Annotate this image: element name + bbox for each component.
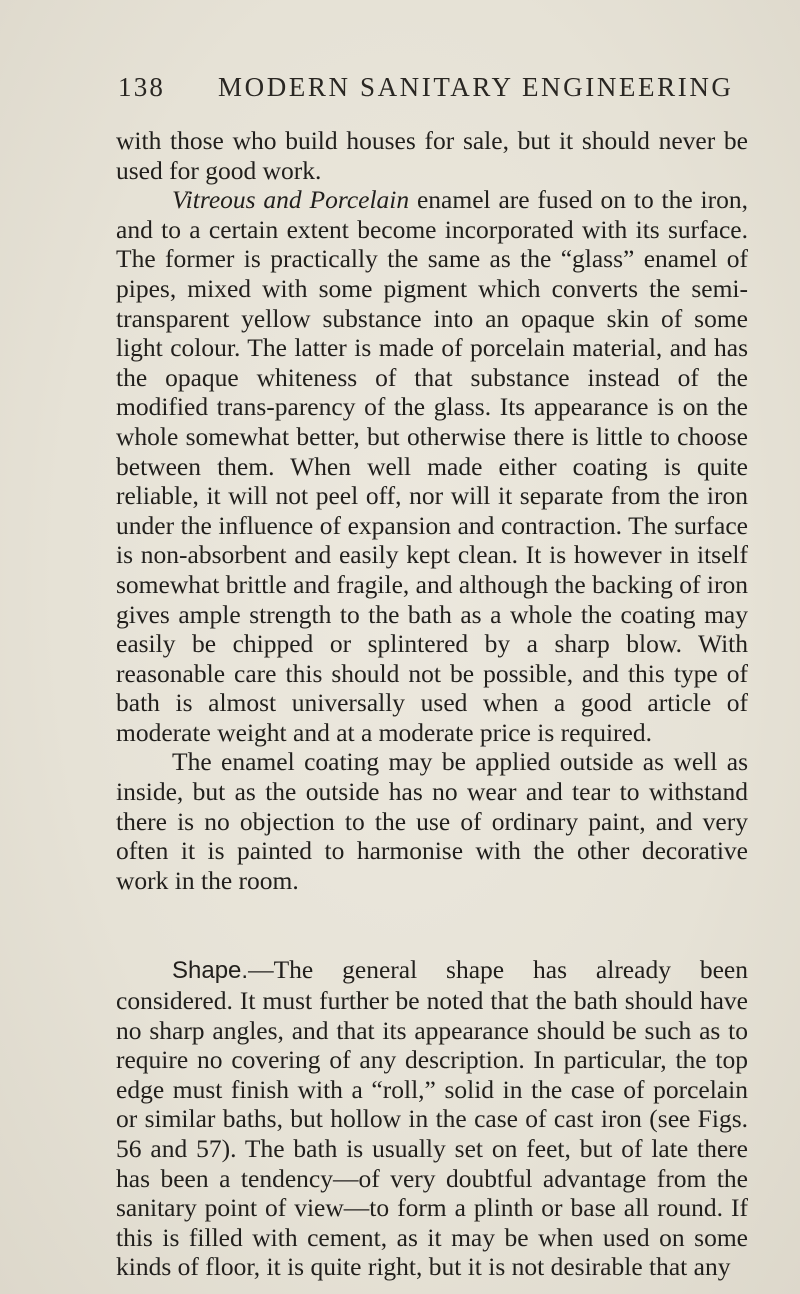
paragraph-3-text: The enamel coating may be applied outside as well as inside, but as the outside has no wear and tear to withstand there is no objection to the use of ordinary paint, and very often it is painted to harmonise with the other decorative work in the room. bbox=[116, 747, 748, 895]
paragraph-3 bbox=[116, 747, 748, 895]
paragraph-2-text: enamel are fused on to the iron, and to a certain extent become incorporated with its surface. The former is practically the same as the “glass” enamel of pipes, mixed with some pigment which converts the semi-transparent yellow substance into an opaque skin of some light colour. The latter is made of porcelain material, and has the opaque whiteness of that substance instead of the modified trans-parency of the glass. Its appearance is on the whole somewhat better, but otherwise there is little to choose between them. When well made either coating is quite reliable, it will not peel off, nor will it separate from the iron under the influence of expansion and contraction. The surface is non-absorbent and easily kept clean. It is however in itself somewhat brittle and fragile, and although the backing of iron gives ample strength to the bath as a whole the coating may easily be chipped or splintered by a sharp blow. With reasonable care this should not be possible, and this type of bath is almost universally used when a good article of moderate weight and at a moderate price is required. bbox=[116, 185, 748, 747]
section-spacer bbox=[116, 895, 748, 955]
paragraph-1 bbox=[116, 126, 748, 185]
paragraph-2 bbox=[116, 185, 748, 747]
running-title: MODERN SANITARY ENGINEERING bbox=[218, 72, 734, 102]
paragraph-2-italic-lead: Vitreous and Porcelain bbox=[172, 185, 410, 215]
paragraph-4 bbox=[116, 955, 748, 1282]
paragraph-1-text: with those who build houses for sale, but it should never be used for good work. bbox=[116, 126, 748, 185]
body-text bbox=[116, 126, 748, 1282]
page-header bbox=[118, 72, 734, 112]
page-number: 138 bbox=[118, 72, 166, 102]
section-heading-shape: Shape. bbox=[172, 957, 249, 985]
paragraph-4-text: —The general shape has already been considered. It must further be noted that the bath should have no sharp angles, and that its appearance should be such as to require no covering of any description. In particular, the top edge must finish with a “roll,” solid in the case of porcelain or similar baths, but hollow in the case of cast iron (see Figs. 56 and 57). The bath is usually set on feet, but of late there has been a tendency—of very doubtful advantage from the sanitary point of view—to form a plinth or base all round. If this is filled with cement, as it may be when used on some kinds of floor, it is quite right, but it is not desirable that any bbox=[116, 955, 748, 1282]
